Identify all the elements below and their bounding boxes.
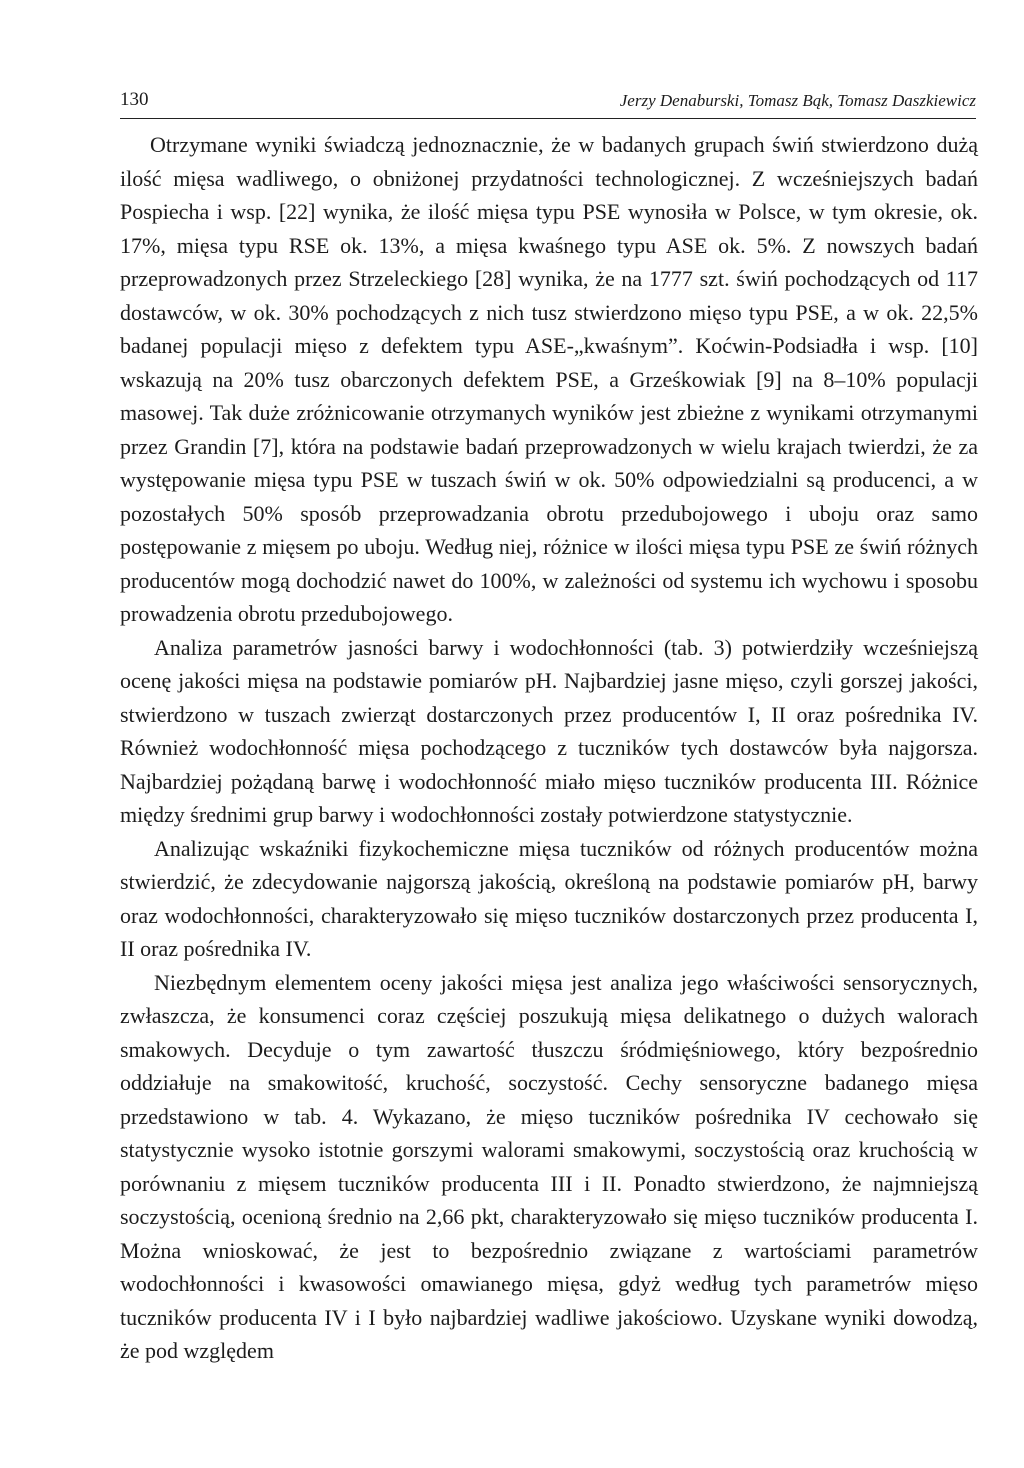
running-head-authors: Jerzy Denaburski, Tomasz Bąk, Tomasz Daszkiewicz [619,91,976,110]
page-header [120,88,976,119]
body-text [120,128,978,1368]
paragraph-4: Niezbędnym elementem oceny jakości mięsa jest analiza jego właściwości sensorycznych, zwłaszcza, że konsumenci coraz częściej poszukują mięsa delikatnego o dużych walorach smakowych. Decyduje o tym zawartość tłuszczu śródmięśniowego, który bezpośrednio oddziałuje na smakowitość, kruchość, soczystość. Cechy sensoryczne badanego mięsa przedstawiono w tab. 4. Wykazano, że mięso tuczników pośrednika IV cechowało się statystycznie wysoko istotnie gorszymi walorami smakowymi, soczystością oraz kruchością w porównaniu z mięsem tuczników producenta III i II. Ponadto stwierdzono, że najmniejszą soczystością, ocenioną średnio na 2,66 pkt, charakteryzowało się mięso tuczników producenta I. Można wnioskować, że jest to bezpośrednio związane z wartościami parametrów wodochłonności i kwasowości omawianego mięsa, gdyż według tych parametrów mięso tuczników producenta IV i I było najbardziej wadliwe jakościowo. Uzyskane wyniki dowodzą, że pod względem [120,969,978,1363]
paragraph-1: Otrzymane wyniki świadczą jednoznacznie, że w badanych grupach świń stwierdzono dużą ilość mięsa wadliwego, o obniżonej przydatności technologicznej. Z wcześniejszych badań Pospiecha i wsp. [22] wynika, że ilość mięsa typu PSE wynosiła w Polsce, w tym okresie, ok. 17%, mięsa typu RSE ok. 13%, a mięsa kwaśnego typu ASE ok. 5%. Z nowszych badań przeprowadzonych przez Strzeleckiego [28] wynika, że na 1777 szt. świń pochodzących od 117 dostawców, w ok. 30% pochodzących z nich tusz stwierdzono mięso typu PSE, a w ok. 22,5% badanej populacji mięso z defektem typu ASE-„kwaśnym”. Koćwin-Podsiadła i wsp. [10] wskazują na 20% tusz obarczonych defektem PSE, a Grześkowiak [9] na 8–10% populacji masowej. Tak duże zróżnicowanie otrzymanych wyników jest zbieżne z wynikami otrzymanymi przez Grandin [7], która na podstawie badań przeprowadzonych w wielu krajach twierdzi, że za występowanie mięsa typu PSE w tuszach świń w ok. 50% odpowiedzialni są producenci, a w pozostałych 50% sposób przeprowadzania obrotu przedubojowego i uboju oraz samo postępowanie z mięsem po uboju. Według niej, różnice w ilości mięsa typu PSE ze świń różnych producentów mogą dochodzić nawet do 100%, w zależności od systemu ich wychowu i sposobu prowadzenia obrotu przedubojowego. [120,132,978,626]
paragraph-2: Analiza parametrów jasności barwy i wodochłonności (tab. 3) potwierdziły wcześniejszą ocenę jakości mięsa na podstawie pomiarów pH. Najbardziej jasne mięso, czyli gorszej jakości, stwierdzono w tuszach zwierząt dostarczonych przez producentów I, II oraz pośrednika IV. Również wodochłonność mięsa pochodzącego z tuczników tych dostawców była najgorsza. Najbardziej pożądaną barwę i wodochłonność miało mięso tuczników producenta III. Różnice między średnimi grup barwy i wodochłonności zostały potwierdzone statystycznie. [120,634,978,827]
page-number: 130 [120,89,149,110]
paragraph-3: Analizując wskaźniki fizykochemiczne mięsa tuczników od różnych producentów można stwierdzić, że zdecydowanie najgorszą jakością, określoną na podstawie pomiarów pH, barwy oraz wodochłonności, charakteryzowało się mięso tuczników dostarczonych przez producenta I, II oraz pośrednika IV. [120,835,978,961]
